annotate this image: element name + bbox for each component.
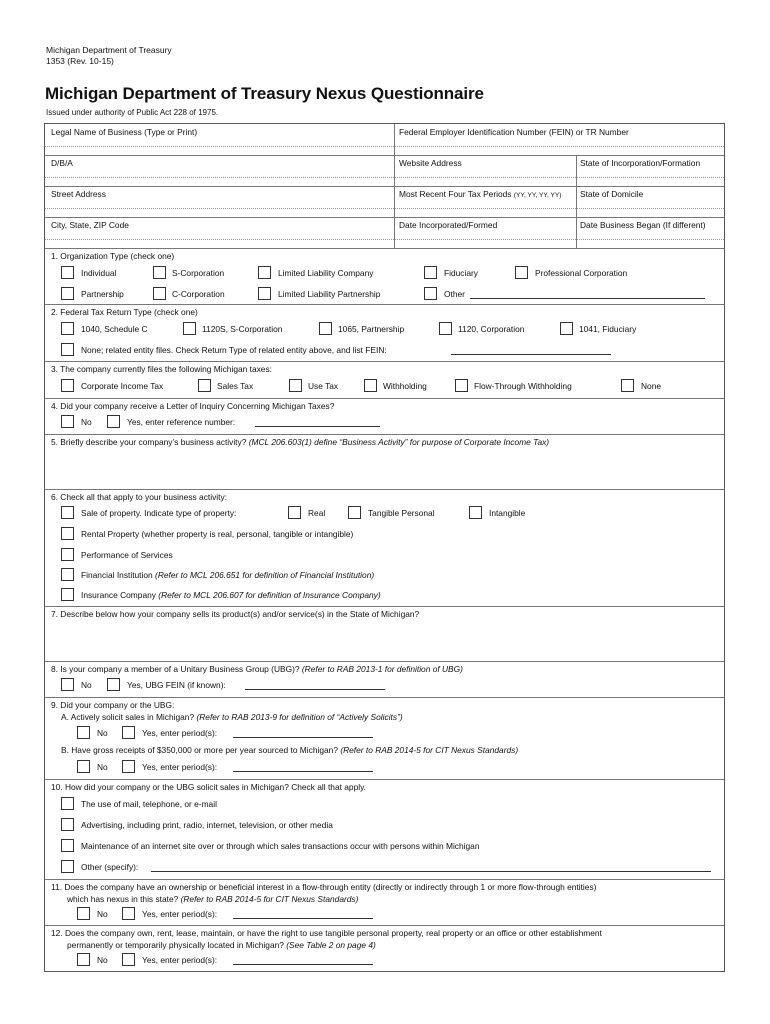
- q6-real-checkbox[interactable]: [288, 506, 301, 519]
- q11-label: 11. Does the company have an ownership or beneficial interest in a flow-through entity (directly or indirectly through 1 or more flow-through entities): [51, 882, 597, 892]
- date-incorp-label: Date Incorporated/Formed: [399, 220, 498, 230]
- q1-option: Other: [444, 289, 465, 299]
- q7-label: 7. Describe below how your company sells its product(s) and/or service(s) in the State of Michigan?: [51, 609, 420, 619]
- q2-none-checkbox[interactable]: [61, 343, 74, 356]
- q4-no-checkbox[interactable]: [61, 415, 74, 428]
- q8-ubg-fein-field[interactable]: [245, 681, 385, 690]
- q9a-no-label: No: [97, 728, 108, 738]
- q4-yes-checkbox[interactable]: [107, 415, 120, 428]
- divider: [45, 146, 724, 147]
- q10-other-checkbox[interactable]: [61, 860, 74, 873]
- q1-other-field[interactable]: [470, 290, 705, 299]
- fein-label: Federal Employer Identification Number (FEIN) or TR Number: [399, 127, 629, 137]
- q10-other-label: Other (specify):: [81, 862, 139, 872]
- q1-option: Individual: [81, 268, 117, 278]
- q6-label: 6. Check all that apply to your business activity:: [51, 492, 227, 502]
- q2-1120s-checkbox[interactable]: [183, 322, 196, 335]
- q3-option: Corporate Income Tax: [81, 381, 164, 391]
- q6-intangible-label: Intangible: [489, 508, 526, 518]
- divider: [45, 661, 724, 662]
- divider: [45, 208, 724, 209]
- q1-option: Professional Corporation: [535, 268, 628, 278]
- q1-option: Fiduciary: [444, 268, 478, 278]
- q2-1040-checkbox[interactable]: [61, 322, 74, 335]
- q8-no-label: No: [81, 680, 92, 690]
- q11-no-checkbox[interactable]: [77, 907, 90, 920]
- q3-label: 3. The company currently files the following Michigan taxes:: [51, 364, 272, 374]
- divider: [45, 925, 724, 926]
- q3-option: Sales Tax: [217, 381, 254, 391]
- divider: [45, 606, 724, 607]
- divider: [45, 489, 724, 490]
- q4-no-label: No: [81, 417, 92, 427]
- q3-cit-checkbox[interactable]: [61, 379, 74, 392]
- q6-financial-label: Financial Institution (Refer to MCL 206.651 for definition of Financial Institution): [81, 570, 375, 580]
- q6-rental-checkbox[interactable]: [61, 527, 74, 540]
- q6-sale-label: Sale of property. Indicate type of property:: [81, 508, 237, 518]
- q6-rental-label: Rental Property (whether property is real, personal, tangible or intangible): [81, 529, 354, 539]
- divider: [45, 304, 724, 305]
- q9b-no-checkbox[interactable]: [77, 760, 90, 773]
- q10-mail-label: The use of mail, telephone, or e-mail: [81, 799, 217, 809]
- q10-label: 10. How did your company or the UBG solicit sales in Michigan? Check all that apply.: [51, 782, 366, 792]
- q11-period-field[interactable]: [233, 910, 373, 919]
- q6-tangible-label: Tangible Personal: [368, 508, 435, 518]
- q1-partnership-checkbox[interactable]: [61, 287, 74, 300]
- divider: [45, 186, 724, 187]
- q3-use-tax-checkbox[interactable]: [289, 379, 302, 392]
- q4-reference-field[interactable]: [255, 418, 380, 427]
- q8-label: 8. Is your company a member of a Unitary Business Group (UBG)? (Refer to RAB 2013-1 for definition of UBG): [51, 664, 463, 674]
- q3-sales-tax-checkbox[interactable]: [198, 379, 211, 392]
- state-incorp-label: State of Incorporation/Formation: [580, 158, 701, 168]
- q10-ads-checkbox[interactable]: [61, 818, 74, 831]
- q6-sale-checkbox[interactable]: [61, 506, 74, 519]
- q1-option: S-Corporation: [172, 268, 225, 278]
- q6-financial-checkbox[interactable]: [61, 568, 74, 581]
- q2-1065-checkbox[interactable]: [319, 322, 332, 335]
- q4-label: 4. Did your company receive a Letter of Inquiry Concerning Michigan Taxes?: [51, 401, 335, 411]
- q1-option: C-Corporation: [172, 289, 225, 299]
- q12-no-checkbox[interactable]: [77, 953, 90, 966]
- q2-none-label: None; related entity files. Check Return Type of related entity above, and list FEIN:: [81, 345, 387, 355]
- q1-individual-checkbox[interactable]: [61, 266, 74, 279]
- q2-option: 1041, Fiduciary: [579, 324, 637, 334]
- q6-insurance-label: Insurance Company (Refer to MCL 206.607 for definition of Insurance Company): [81, 590, 381, 600]
- q1-label: 1. Organization Type (check one): [51, 251, 175, 261]
- street-label: Street Address: [51, 189, 106, 199]
- q8-yes-label: Yes, UBG FEIN (if known):: [127, 680, 226, 690]
- divider: [45, 697, 724, 698]
- issued-authority: Issued under authority of Public Act 228 of 1975.: [46, 108, 219, 117]
- q9a-yes-checkbox[interactable]: [122, 726, 135, 739]
- q12-period-field[interactable]: [233, 956, 373, 965]
- date-began-label: Date Business Began (If different): [580, 220, 706, 230]
- q1-option: Limited Liability Company: [278, 268, 374, 278]
- divider: [394, 124, 395, 248]
- q10-other-field[interactable]: [151, 863, 711, 872]
- divider: [45, 155, 724, 156]
- q3-withholding-checkbox[interactable]: [364, 379, 377, 392]
- q6-services-label: Performance of Services: [81, 550, 173, 560]
- q6-intangible-checkbox[interactable]: [469, 506, 482, 519]
- q3-option: Withholding: [383, 381, 427, 391]
- q10-site-label: Maintenance of an internet site over or through which sales transactions occur with persons within Michigan: [81, 841, 480, 851]
- agency-header: [46, 45, 172, 67]
- q3-ftw-checkbox[interactable]: [455, 379, 468, 392]
- q2-fein-field[interactable]: [451, 346, 611, 355]
- q1-other-checkbox[interactable]: [424, 287, 437, 300]
- q1-option: Partnership: [81, 289, 124, 299]
- q5-label: 5. Briefly describe your company’s business activity? (MCL 206.603(1) define “Business Activity” for purpose of Corporate Income Tax): [51, 437, 550, 447]
- q2-option: 1120S, S-Corporation: [202, 324, 283, 334]
- q4-yes-label: Yes, enter reference number:: [127, 417, 236, 427]
- q3-option: None: [641, 381, 662, 391]
- website-label: Website Address: [399, 158, 462, 168]
- divider: [45, 177, 724, 178]
- q10-mail-checkbox[interactable]: [61, 797, 74, 810]
- q9-label: 9. Did your company or the UBG:: [51, 700, 175, 710]
- divider: [45, 217, 724, 218]
- q9a-no-checkbox[interactable]: [77, 726, 90, 739]
- divider: [45, 361, 724, 362]
- q9b-yes-checkbox[interactable]: [122, 760, 135, 773]
- divider: [45, 248, 724, 249]
- divider: [45, 879, 724, 880]
- q10-ads-label: Advertising, including print, radio, internet, television, or other media: [81, 820, 333, 830]
- q9a-yes-label: Yes, enter period(s):: [142, 728, 218, 738]
- q6-tangible-checkbox[interactable]: [348, 506, 361, 519]
- divider: [45, 239, 724, 240]
- q11-yes-label: Yes, enter period(s):: [142, 909, 218, 919]
- q12-yes-label: Yes, enter period(s):: [142, 955, 218, 965]
- q9b-no-label: No: [97, 762, 108, 772]
- q2-option: 1065, Partnership: [338, 324, 405, 334]
- legal-name-label: Legal Name of Business (Type or Print): [51, 127, 198, 137]
- divider: [45, 398, 724, 399]
- q2-option: 1040, Schedule C: [81, 324, 148, 334]
- q9b-period-field[interactable]: [233, 763, 373, 772]
- q1-llp-checkbox[interactable]: [258, 287, 271, 300]
- q12-no-label: No: [97, 955, 108, 965]
- domicile-label: State of Domicile: [580, 189, 644, 199]
- q6-insurance-checkbox[interactable]: [61, 588, 74, 601]
- tax-periods-label: Most Recent Four Tax Periods (YY, YY, YY, YY): [399, 189, 562, 199]
- questionnaire-form: [44, 123, 725, 972]
- q12-yes-checkbox[interactable]: [122, 953, 135, 966]
- agency-name: Michigan Department of Treasury: [46, 45, 172, 55]
- q8-no-checkbox[interactable]: [61, 678, 74, 691]
- q6-services-checkbox[interactable]: [61, 548, 74, 561]
- q11-no-label: No: [97, 909, 108, 919]
- q2-option: 1120, Corporation: [458, 324, 525, 334]
- q9a-period-field[interactable]: [233, 729, 373, 738]
- q9a-label: A. Actively solicit sales in Michigan? (Refer to RAB 2013-9 for definition of “Actively Solicits”): [61, 712, 403, 722]
- q9b-label: B. Have gross receipts of $350,000 or more per year sourced to Michigan? (Refer to RAB 2014-5 for CIT Nexus Standards): [61, 745, 519, 755]
- q2-label: 2. Federal Tax Return Type (check one): [51, 307, 198, 317]
- q11-label-2: which has nexus in this state? (Refer to RAB 2014-5 for CIT Nexus Standards): [67, 894, 359, 904]
- q3-none-checkbox[interactable]: [621, 379, 634, 392]
- q9b-yes-label: Yes, enter period(s):: [142, 762, 218, 772]
- q12-label-2: permanently or temporarily physically located in Michigan? (See Table 2 on page 4): [67, 940, 376, 950]
- q3-option: Flow-Through Withholding: [474, 381, 572, 391]
- q3-option: Use Tax: [308, 381, 339, 391]
- q10-site-checkbox[interactable]: [61, 839, 74, 852]
- dba-label: D/B/A: [51, 158, 73, 168]
- divider: [45, 434, 724, 435]
- q1-c-corp-checkbox[interactable]: [153, 287, 166, 300]
- form-number: 1353 (Rev. 10-15): [46, 56, 114, 66]
- q1-llc-checkbox[interactable]: [258, 266, 271, 279]
- q6-real-label: Real: [308, 508, 326, 518]
- divider: [45, 779, 724, 780]
- q8-yes-checkbox[interactable]: [107, 678, 120, 691]
- q2-1041-checkbox[interactable]: [560, 322, 573, 335]
- city-label: City, State, ZIP Code: [51, 220, 129, 230]
- q1-s-corp-checkbox[interactable]: [153, 266, 166, 279]
- q1-prof-corp-checkbox[interactable]: [515, 266, 528, 279]
- form-title: Michigan Department of Treasury Nexus Questionnaire: [45, 84, 484, 103]
- q1-option: Limited Liability Partnership: [278, 289, 381, 299]
- q12-label: 12. Does the company own, rent, lease, maintain, or have the right to use tangible personal property, real property or an office or other establishment: [51, 928, 602, 938]
- q2-1120-checkbox[interactable]: [439, 322, 452, 335]
- q1-fiduciary-checkbox[interactable]: [424, 266, 437, 279]
- divider: [576, 155, 577, 248]
- q11-yes-checkbox[interactable]: [122, 907, 135, 920]
